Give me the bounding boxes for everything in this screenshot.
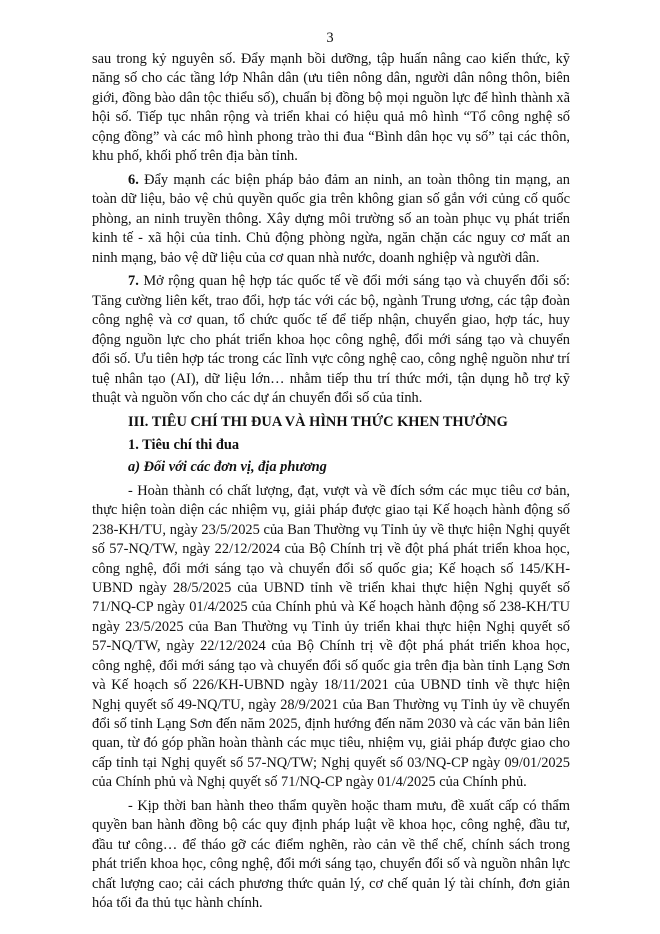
document-body [92, 50, 570, 913]
paragraph-item-6 [92, 171, 570, 268]
item-6-number: 6. [128, 171, 139, 188]
paragraph-item-7 [92, 272, 570, 408]
section-heading: III. TIÊU CHÍ THI ĐUA VÀ HÌNH THỨC KHEN THƯỞNG [128, 414, 508, 431]
item-6-text: Đẩy mạnh các biện pháp bảo đảm an ninh, an toàn thông tin mạng, an toàn dữ liệu, bảo vệ chủ quyền quốc gia trên không gian số gắn với củng cố quốc phòng, an ninh truyền thông. Xây dựng môi trường số an toàn phục vụ phát triển kinh tế - xã hội của tỉnh. Chủ động phòng ngừa, ngăn chặn các nguy cơ mất an ninh mạng, bảo vệ dữ liệu của cơ quan nhà nước, doanh nghiệp và người dân. [92, 171, 570, 266]
item-7-number: 7. [128, 273, 139, 290]
paragraph-continuation: sau trong kỷ nguyên số. Đẩy mạnh bồi dưỡng, tập huấn nâng cao kiến thức, kỹ năng số cho các tầng lớp Nhân dân (ưu tiên nông dân, người dân nông thôn, biên giới, đồng bào dân tộc thiểu số), chuẩn bị đồng bộ mọi nguồn lực để hình thành xã hội số. Tiếp tục nhân rộng và triển khai có hiệu quả mô hình “Tổ công nghệ số cộng đồng” và các mô hình phong trào thi đua “Bình dân học vụ số” tại các thôn, khu phố, khối phố trên địa bàn tỉnh. [92, 51, 570, 165]
bullet-paragraph-2: - Kịp thời ban hành theo thẩm quyền hoặc tham mưu, đề xuất cấp có thẩm quyền ban hành đồng bộ các quy định pháp luật về khoa học, công nghệ, đầu tư, đầu tư công… để tháo gỡ các điểm nghẽn, rào cản về thể chế, chính sách trong phát triển khoa học, công nghệ, đổi mới sáng tạo, chuyển đổi số và nguồn nhân lực chất lượng cao; cải cách phương thức quản lý, cơ chế quản lý tài chính, đơn giản hóa tối đa thủ tục hành chính. [92, 798, 570, 912]
bullet-paragraph-1: - Hoàn thành có chất lượng, đạt, vượt và về đích sớm các mục tiêu cơ bản, thực hiện toàn diện các nhiệm vụ, giải pháp được giao tại Kế hoạch hành động số 238-KH/TU, ngày 23/5/2025 của Ban Thường vụ Tỉnh ủy về thực hiện Nghị quyết số 57-NQ/TW, ngày 22/12/2024 của Bộ Chính trị về đột phá phát triển khoa học, công nghệ, đổi mới sáng tạo và chuyển đổi số quốc gia; Kế hoạch số 145/KH-UBND ngày 28/5/2025 của UBND tỉnh về triển khai thực hiện Nghị quyết số 71/NQ-CP ngày 01/4/2025 của Chính phủ và Kế hoạch hành động số 238-KH/TU ngày 23/5/2025 của Ban Thường vụ Tỉnh ủy triển khai thực hiện Nghị quyết số 57-NQ/TW, ngày 22/12/2024 của Bộ Chính trị về đột phá phát triển khoa học, công nghệ, đổi mới sáng tạo và chuyển đổi số quốc gia trên địa bàn tỉnh Lạng Sơn và Kế hoạch số 226/KH-UBND ngày 18/11/2021 của UBND tỉnh về thực hiện Nghị quyết số 49-NQ/TU, ngày 28/9/2021 của Ban Thường vụ Tỉnh ủy về chuyển đổi số tỉnh Lạng Sơn đến năm 2025, định hướng đến năm 2030 và các văn bản liên quan, từ đó góp phần hoàn thành các mục tiêu, nhiệm vụ, giải pháp được giao cho cấp tỉnh tại Nghị quyết số 57-NQ/TW; Nghị quyết số 03/NQ-CP ngày 09/01/2025 của Chính phủ và Nghị quyết số 71/NQ-CP ngày 01/4/2025 của Chính phủ. [92, 483, 570, 791]
sub-heading: 1. Tiêu chí thi đua [128, 436, 240, 453]
page-number: 3 [326, 30, 334, 46]
item-7-text: Mở rộng quan hệ hợp tác quốc tế về đổi mới sáng tạo và chuyển đổi số: Tăng cường liên kết, trao đổi, hợp tác với các bộ, ngành Trung ương, các tập đoàn công nghệ và cơ quan, tổ chức quốc tế để tiếp nhận, chuyển giao, hợp tác, huy động nguồn lực cho phát triển khoa học công nghệ, đổi mới sáng tạo và chuyển đổi số. Ưu tiên hợp tác trong các lĩnh vực công nghệ cao, công nghệ nguồn như trí tuệ nhân tạo (AI), dữ liệu lớn… nhằm tiếp thu trí thức mới, tận dụng hỗ trợ kỹ thuật và nguồn vốn cho các dự án chuyển đổi số của tỉnh. [92, 273, 570, 406]
sub-sub-heading: a) Đối với các đơn vị, địa phương [128, 459, 327, 476]
